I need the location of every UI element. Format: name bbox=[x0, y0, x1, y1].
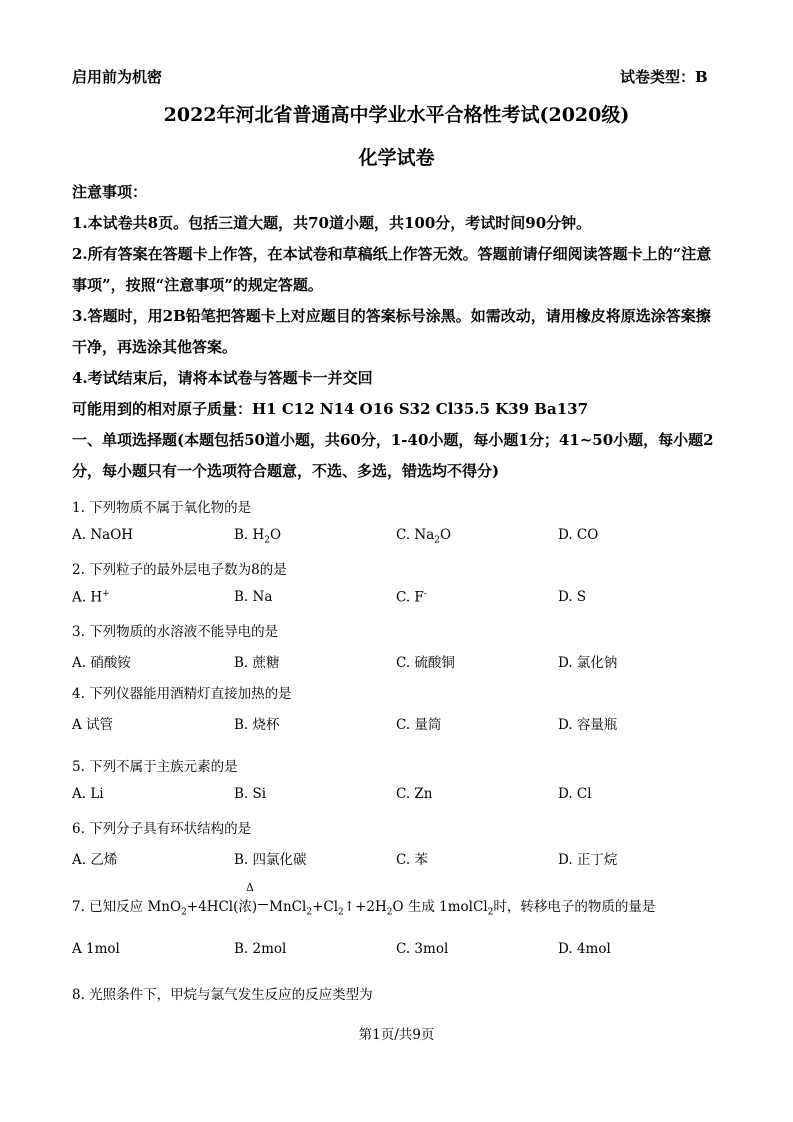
q6-option-a: A. 乙烯 bbox=[72, 852, 118, 868]
paper-type-label: 试卷类型：B bbox=[620, 68, 708, 86]
q3-option-b: B. 蔗糖 bbox=[234, 655, 280, 671]
exam-subtitle: 化学试卷 bbox=[358, 147, 435, 169]
q6-option-d: D. 正丁烷 bbox=[558, 852, 618, 868]
q2-option-c: C. F- bbox=[396, 589, 427, 606]
exam-title: 2022年河北省普通高中学业水平合格性考试(2020级) bbox=[163, 104, 630, 126]
q3-option-a: A. 硝酸铵 bbox=[72, 655, 131, 671]
note-3: 3.答题时，用2B铅笔把答题卡上对应题目的答案标号涂黑。如需改动，请用橡皮将原选涂答案擦干净，再选涂其他答案。 bbox=[72, 307, 711, 356]
section-1-instructions: 一、单项选择题(本题包括50道小题，共60分，1-40小题，每小题1分；41~50小题，每小题2分，每小题只有一个选项符合题意，不选、多选，错选均不得分) bbox=[72, 431, 714, 480]
page-number: 第1页/共9页 bbox=[358, 1027, 435, 1043]
q7-option-b: B. 2mol bbox=[234, 941, 287, 957]
q7-option-a: A 1mol bbox=[72, 941, 120, 957]
question-6-stem: 6. 下列分子具有环状结构的是 bbox=[72, 821, 252, 837]
q5-option-a: A. Li bbox=[72, 786, 104, 802]
q5-option-b: B. Si bbox=[234, 786, 267, 802]
q2-option-a: A. H+ bbox=[72, 589, 110, 606]
q1-option-a: A. NaOH bbox=[72, 527, 134, 543]
note-2: 2.所有答案在答题卡上作答，在本试卷和草稿纸上作答无效。答题前请仔细阅读答题卡上的“注意事项”，按照“注意事项”的规定答题。 bbox=[72, 245, 712, 294]
q1-option-b: B. $H_2O$ bbox=[234, 527, 282, 546]
q4-option-c: C. 量筒 bbox=[396, 717, 442, 733]
question-4-stem: 4. 下列仪器能用酒精灯直接加热的是 bbox=[72, 686, 292, 702]
q3-option-d: D. 氯化钠 bbox=[558, 655, 618, 671]
q3-option-c: C. 硫酸铜 bbox=[396, 655, 455, 671]
q4-option-a: A 试管 bbox=[72, 717, 114, 733]
question-3-stem: 3. 下列物质的水溶液不能导电的是 bbox=[72, 624, 279, 640]
notes-heading: 注意事项： bbox=[72, 183, 148, 201]
question-8-stem: 8. 光照条件下，甲烷与氯气发生反应的反应类型为 bbox=[72, 987, 373, 1003]
question-1-stem: 1. 下列物质不属于氧化物的是 bbox=[72, 500, 252, 516]
q1-option-c: C. $Na_2O$ bbox=[396, 527, 452, 546]
question-5-stem: 5. 下列不属于主族元素的是 bbox=[72, 759, 238, 775]
q2-option-b: B. Na bbox=[234, 589, 273, 605]
question-7-stem: 7. 已知反应 MnO$_2$+4HCl(浓) $MnCl_2+Cl_2↑+2H_2O$ 生成 1molCl$_2$时，转移电子的物质的量是 bbox=[72, 899, 656, 918]
atomic-masses: 可能用到的相对原子质量：H1 C12 N14 O16 S32 Cl35.5 K39 Ba137 bbox=[72, 400, 588, 418]
q5-option-c: C. Zn bbox=[396, 786, 433, 802]
q6-option-b: B. 四氯化碳 bbox=[234, 852, 307, 868]
confidential-label: 启用前为机密 bbox=[72, 68, 163, 86]
reaction-condition-line bbox=[258, 904, 268, 905]
heating-delta-symbol: Δ bbox=[246, 881, 254, 894]
q6-option-c: C. 苯 bbox=[396, 852, 428, 868]
question-2-stem: 2. 下列粒子的最外层电子数为8的是 bbox=[72, 562, 287, 578]
note-4: 4.考试结束后，请将本试卷与答题卡一并交回 bbox=[72, 369, 373, 387]
q4-option-d: D. 容量瓶 bbox=[558, 717, 618, 733]
q7-option-c: C. 3mol bbox=[396, 941, 449, 957]
q5-option-d: D. Cl bbox=[558, 786, 592, 802]
q4-option-b: B. 烧杯 bbox=[234, 717, 280, 733]
note-1: 1.本试卷共8页。包括三道大题，共70道小题，共100分，考试时间90分钟。 bbox=[72, 214, 592, 232]
q2-option-d: D. S bbox=[558, 589, 587, 605]
q1-option-d: D. CO bbox=[558, 527, 599, 543]
q7-option-d: D. 4mol bbox=[558, 941, 611, 957]
